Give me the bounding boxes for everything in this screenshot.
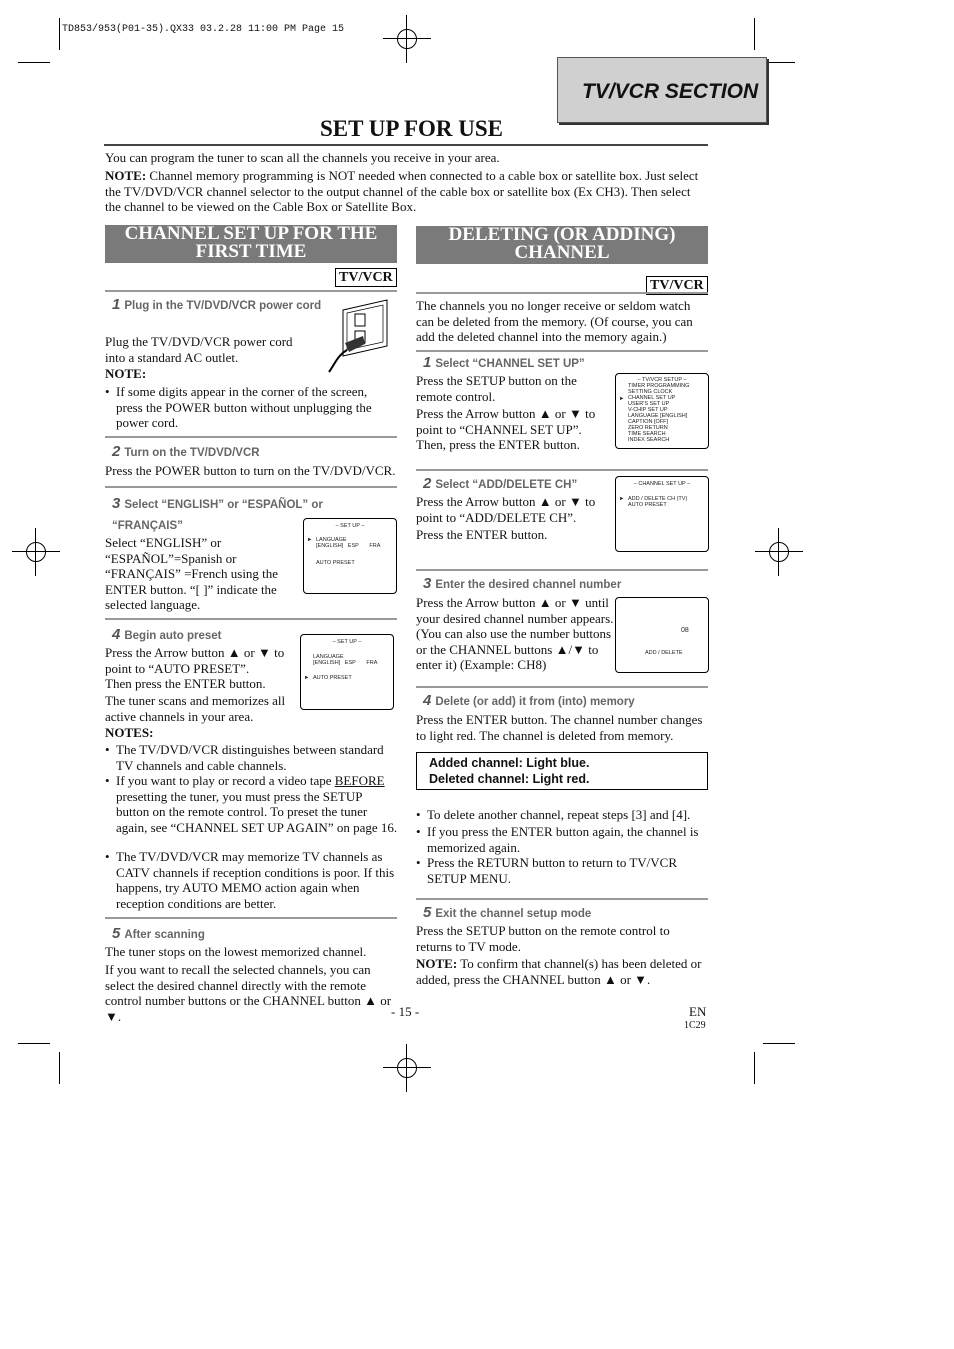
section-badge: TV/VCR SECTION [557, 57, 767, 123]
right-tvvcr-tag: TV/VCR [646, 276, 708, 295]
left-step2-heading: 2 Turn on the TV/DVD/VCR [112, 443, 260, 460]
registration-mark-right [765, 538, 793, 566]
left-step4-note3: • The TV/DVD/VCR may memorize TV channels as CATV channels if reception conditions is poor. If this happens, try AUTO MEMO action again when reception conditions are better. [116, 849, 398, 911]
left-step4-note1: • The TV/DVD/VCR distinguishes between standard TV channels and cable channels. [116, 742, 398, 773]
left-step4-heading: 4 Begin auto preset [112, 626, 222, 643]
left-tvvcr-tag: TV/VCR [335, 268, 397, 287]
add-delete-screen: 08 ADD / DELETE [615, 597, 709, 673]
document-code: 1C29 [684, 1020, 706, 1031]
channel-setup-screen: – CHANNEL SET UP – ► ADD / DELETE CH (TV) AUTO PRESET [615, 476, 709, 552]
right-bullet3: • Press the RETURN button to return to TV/VCR SETUP MENU. [427, 855, 709, 886]
print-header: TD853/953(P01-35).QX33 03.2.28 11:00 PM Page 15 [62, 24, 345, 35]
left-step3-heading: 3 Select “ENGLISH” or “ESPAÑOL” or “FRANÇAIS” [112, 495, 323, 532]
left-step1-note: • If some digits appear in the corner of the screen, press the POWER button without unplugging the power cord. [116, 384, 396, 431]
right-step5-note: NOTE: To confirm that channel(s) has been deleted or added, press the CHANNEL button ▲ or ▼. [416, 956, 702, 987]
setup-language-screen: – SET UP – ► LANGUAGE [ENGLISH] ESP FRA AUTO PRESET [303, 518, 397, 594]
left-step4-notes-label: NOTES: [105, 725, 154, 740]
right-bullet2: • If you press the ENTER button again, the channel is memorized again. [427, 824, 709, 855]
right-intro: The channels you no longer receive or seldom watch can be deleted from the memory. (Of course, you can add the deleted channel into the memory again.) [416, 298, 693, 344]
right-step5-heading: 5 Exit the channel setup mode [423, 904, 592, 921]
registration-mark-left [22, 538, 50, 566]
right-step1-heading: 1 Select “CHANNEL SET UP” [423, 354, 585, 371]
left-step4-text2: Then press the ENTER button. [105, 676, 266, 691]
right-step1-text2: Press the Arrow button ▲ or ▼ to point to “CHANNEL SET UP”. Then, press the ENTER button. [416, 406, 596, 452]
tvvcr-setup-menu-screen: – TV/VCR SETUP – ► TIMER PROGRAMMING SETTING CLOCK CHANNEL SET UP USER'S SET UP V-CHIP SET UP LANGUAGE [ENGLISH] CAPTION [OFF] ZERO RETURN TIME SEARCH INDEX SEARCH [615, 373, 709, 449]
left-step5-text2: If you want to recall the selected channels, you can select the desired channel directly with the remote control number buttons or the CHANNEL button ▲ or ▼. [105, 962, 392, 1024]
right-step4-heading: 4 Delete (or add) it from (into) memory [423, 692, 635, 709]
left-step2-text: Press the POWER button to turn on the TV/DVD/VCR. [105, 463, 396, 478]
right-step1-text1: Press the SETUP button on the remote control. [416, 373, 577, 404]
right-step2-text2: Press the ENTER button. [416, 527, 548, 542]
left-step1-note-label: NOTE: [105, 366, 147, 381]
page-title: SET UP FOR USE [320, 116, 503, 141]
power-outlet-icon [325, 298, 395, 373]
left-step5-heading: 5 After scanning [112, 925, 205, 942]
left-step4-text3: The tuner scans and memorizes all active channels in your area. [105, 693, 286, 724]
left-step4-text1: Press the Arrow button ▲ or ▼ to point to “AUTO PRESET”. [105, 645, 285, 676]
left-heading: CHANNEL SET UP FOR THE FIRST TIME [105, 225, 397, 263]
right-step5-text: Press the SETUP button on the remote control to returns to TV mode. [416, 923, 670, 954]
registration-mark-top [393, 25, 421, 53]
intro-text: You can program the tuner to scan all the channels you receive in your area. [105, 150, 500, 165]
registration-mark-bottom [393, 1054, 421, 1082]
left-step3-text: Select “ENGLISH” or “ESPAÑOL”=Spanish or “FRANÇAIS” =French using the ENTER button. “[ ]” indicate the selected language. [105, 535, 279, 612]
right-step2-heading: 2 Select “ADD/DELETE CH” [423, 475, 578, 492]
right-heading: DELETING (OR ADDING) CHANNEL [416, 226, 708, 264]
page-number: - 15 - [391, 1004, 420, 1019]
right-step2-text1: Press the Arrow button ▲ or ▼ to point to “ADD/DELETE CH”. [416, 494, 596, 525]
color-legend-box: Added channel: Light blue. Deleted channel: Light red. [416, 752, 708, 790]
language-code: EN [689, 1004, 707, 1019]
left-step5-text1: The tuner stops on the lowest memorized channel. [105, 944, 367, 959]
intro-note: NOTE: Channel memory programming is NOT needed when connected to a cable box or satellite box. Just select the TV/DVD/VCR channel selector to the output channel of the cable box or satellite box (Ex CH3). Then select the channel to be viewed on the Cable Box or Satellite Box. [105, 168, 699, 214]
setup-autopreset-screen: – SET UP – LANGUAGE [ENGLISH] ESP FRA ► AUTO PRESET [300, 634, 394, 710]
right-step3-heading: 3 Enter the desired channel number [423, 575, 622, 592]
left-step4-note2: • If you want to play or record a video tape BEFORE presetting the tuner, you must press the SETUP button on the remote control. To preset the tuner again, see “CHANNEL SET UP AGAIN” on page 16. [116, 773, 398, 835]
right-step4-text: Press the ENTER button. The channel number changes to light red. The channel is deleted from memory. [416, 712, 703, 743]
left-step1-heading: 1 Plug in the TV/DVD/VCR power cord [112, 296, 322, 313]
left-step1-text: Plug the TV/DVD/VCR power cord into a standard AC outlet. [105, 334, 293, 365]
right-bullet1: • To delete another channel, repeat steps [3] and [4]. [427, 807, 709, 823]
right-step3-text: Press the Arrow button ▲ or ▼ until your desired channel number appears. (You can also use the number buttons or the CHANNEL buttons ▲/▼ to enter it) (Example: CH8) [416, 595, 614, 672]
